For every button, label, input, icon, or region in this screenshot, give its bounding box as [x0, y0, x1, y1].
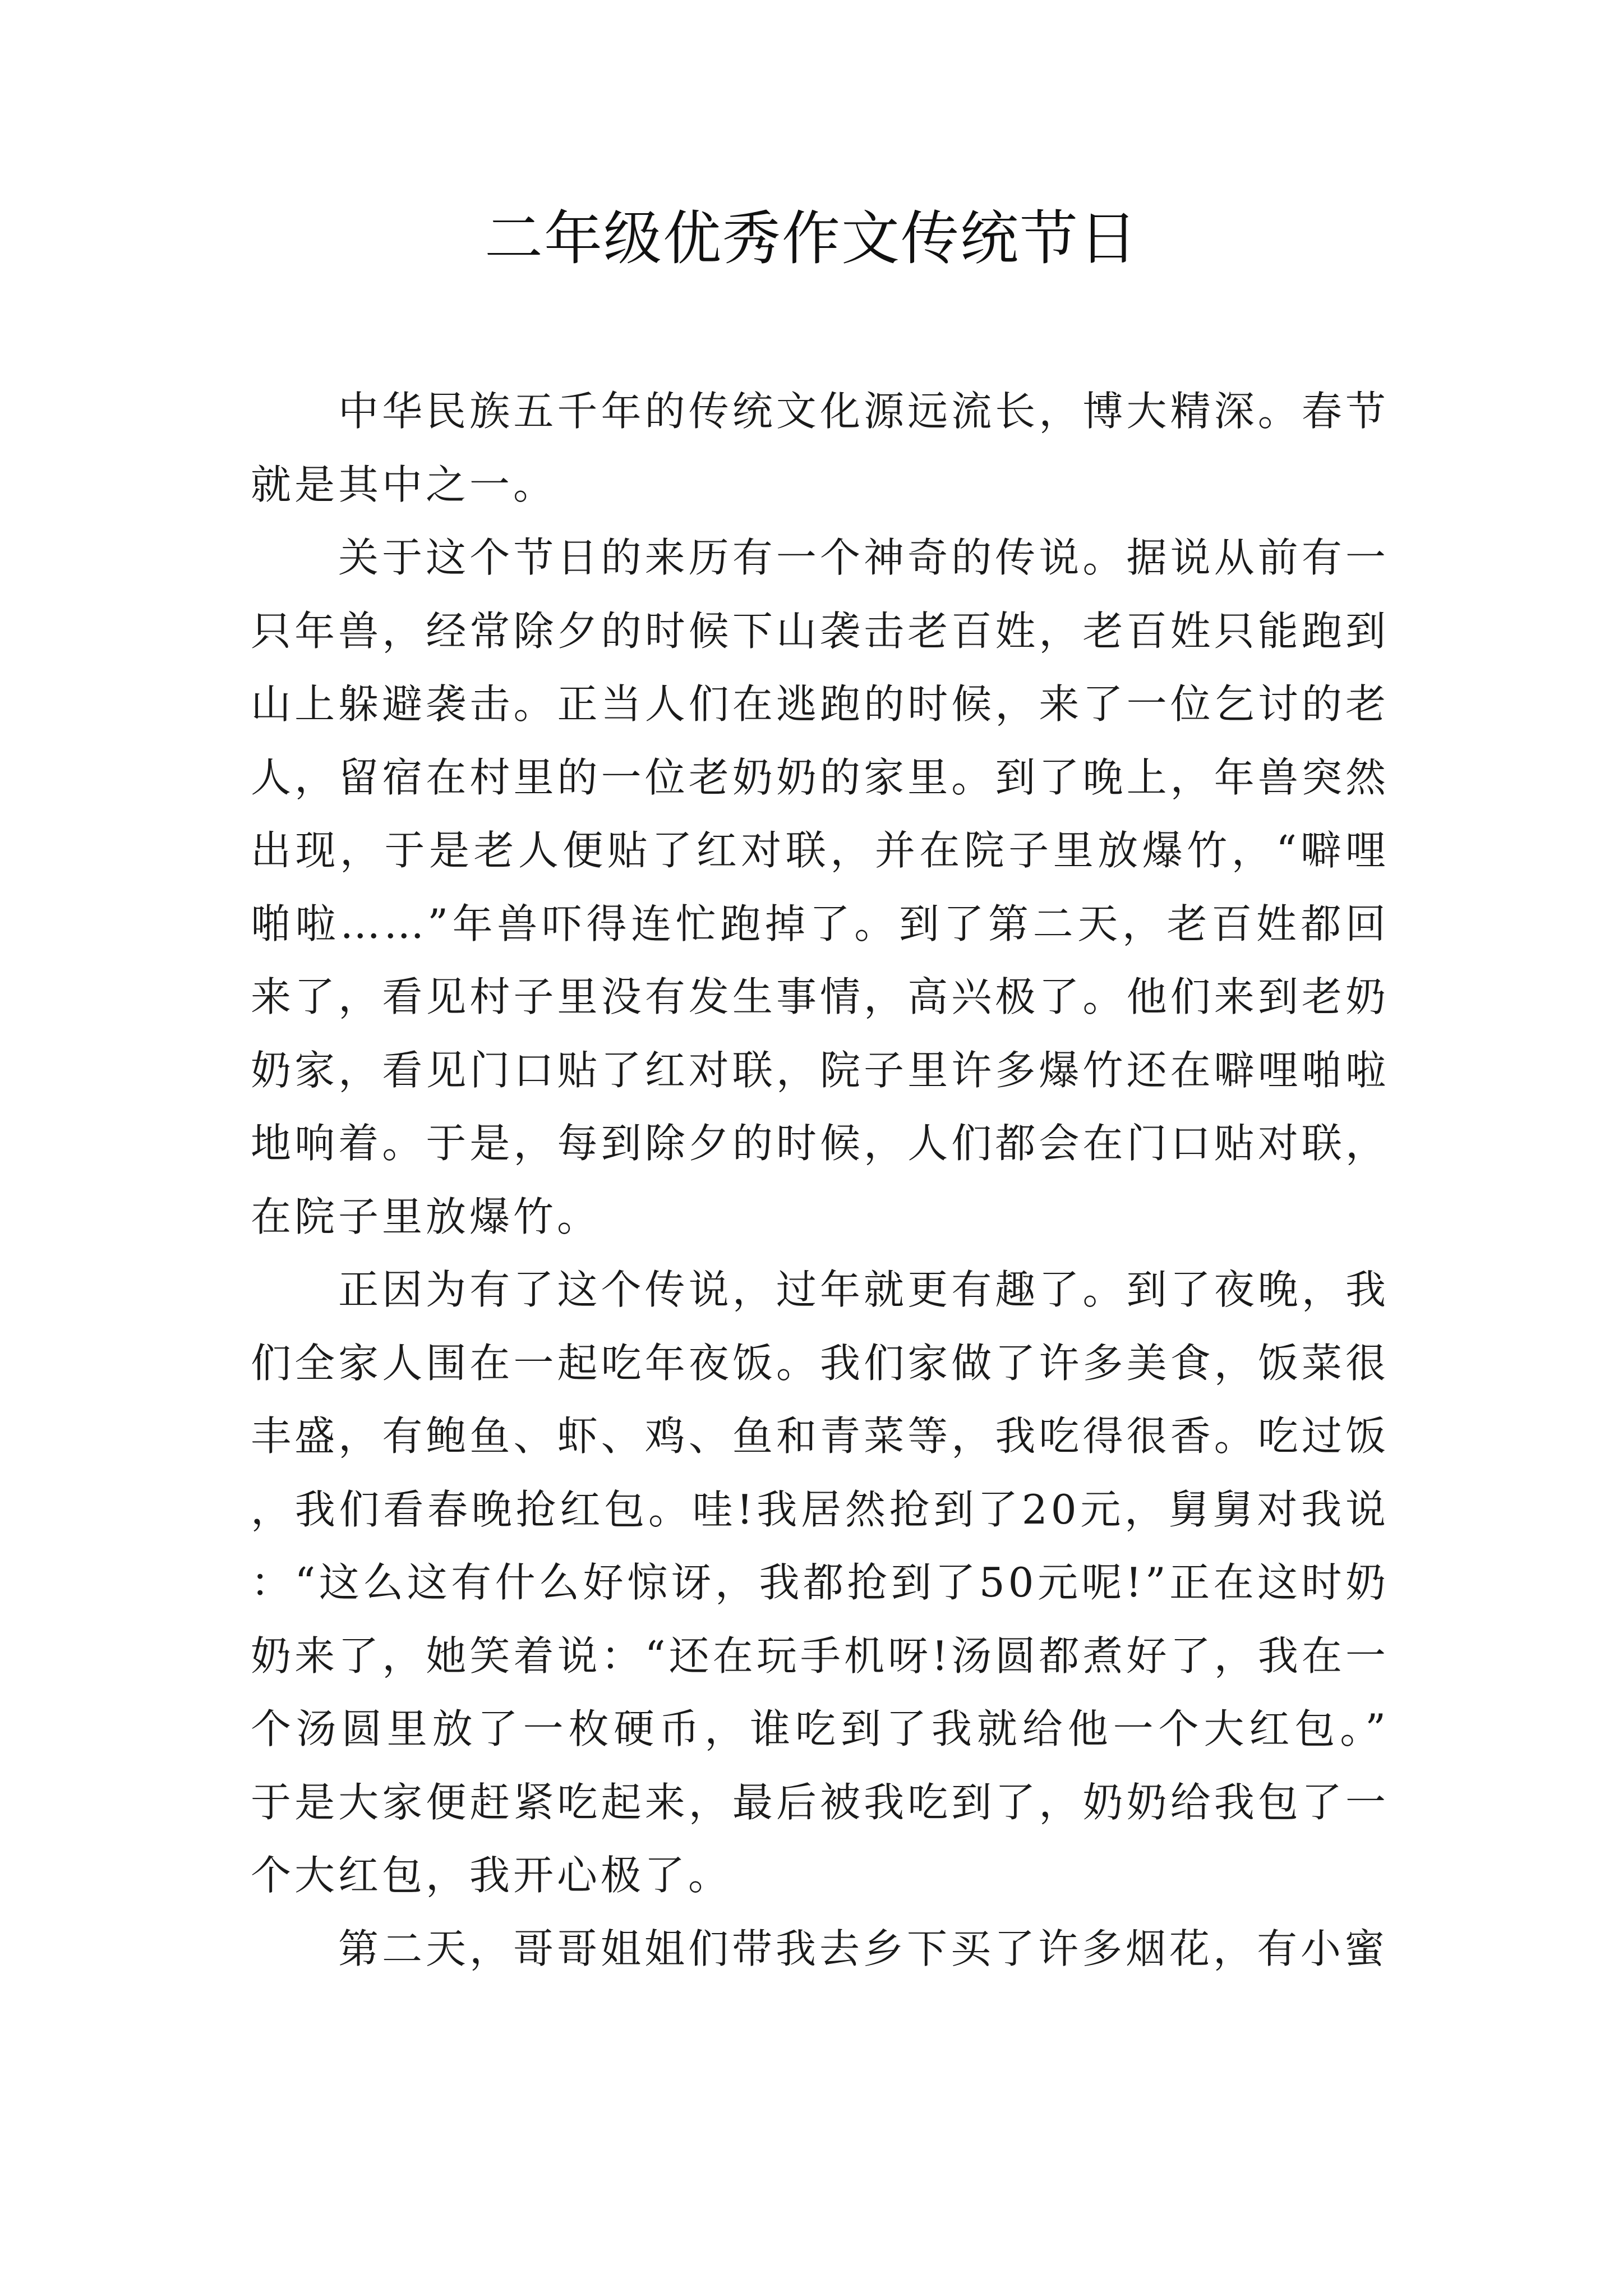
document-body	[251, 375, 1389, 1985]
paragraph-intro: 中华民族五千年的传统文化源远流长，博大精深。春节就是其中之一。	[251, 388, 1389, 508]
document-title: 二年级优秀作文传统节日	[484, 204, 1138, 273]
paragraph-new-year-eve: 正因为有了这个传说，过年就更有趣了。到了夜晚，我们全家人围在一起吃年夜饭。我们家做了许多美食，饭菜很丰盛，有鲍鱼、虾、鸡、鱼和青菜等，我吃得很香。吃过饭，我们看春晚抢红包。哇!我居然抢到了20元，舅舅对我说：“这么这有什么好惊讶，我都抢到了50元呢!”正在这时奶奶来了，她笑着说：“还在玩手机呀!汤圆都煮好了，我在一个汤圆里放了一枚硬币，谁吃到了我就给他一个大红包。”于是大家便赶紧吃起来，最后被我吃到了，奶奶给我包了一个大红包，我开心极了。	[251, 1266, 1389, 1899]
paragraph-next-day: 第二天，哥哥姐姐们带我去乡下买了许多烟花，有小蜜	[338, 1925, 1389, 1972]
paragraph-legend: 关于这个节日的来历有一个神奇的传说。据说从前有一只年兽，经常除夕的时候下山袭击老百姓，老百姓只能跑到山上躲避袭击。正当人们在逃跑的时候，来了一位乞讨的老人，留宿在村里的一位老奶奶的家里。到了晚上，年兽突然出现，于是老人便贴了红对联，并在院子里放爆竹，“噼哩啪啦……”年兽吓得连忙跑掉了。到了第二天，老百姓都回来了，看见村子里没有发生事情，高兴极了。他们来到老奶奶家，看见门口贴了红对联，院子里许多爆竹还在噼哩啪啦地响着。于是，每到除夕的时候，人们都会在门口贴对联，在院子里放爆竹。	[251, 534, 1389, 1240]
